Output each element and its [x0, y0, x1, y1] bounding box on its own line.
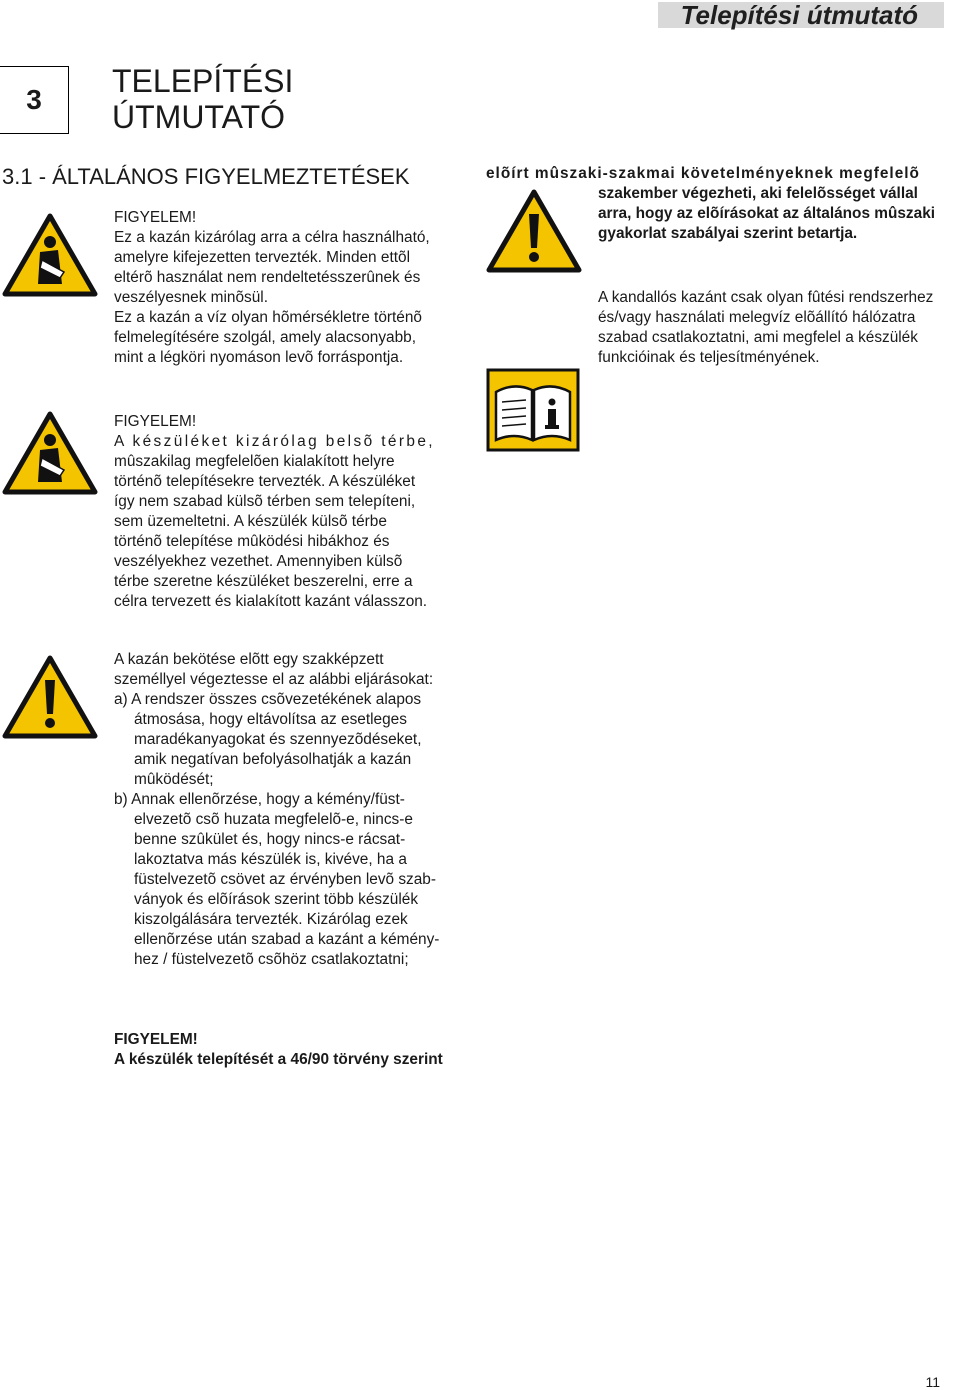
- warning-1-line: felmelegítésére szolgál, amely alacsonyabb,: [114, 329, 416, 346]
- procedures-line: mûködését;: [134, 771, 214, 788]
- warning-1: [114, 208, 430, 368]
- warning-1-line: amelyre kifejezetten tervezték. Minden ettõl: [114, 249, 410, 266]
- warning-3-heading: FIGYELEM!: [114, 1031, 198, 1048]
- procedures-line: személlyel végeztesse el az alábbi eljárásokat:: [114, 671, 434, 688]
- warning-2-line: mûszakilag megfelelõen kialakított helyre: [114, 453, 395, 470]
- right-info-line: A kandallós kazánt csak olyan fûtési rendszerhez: [598, 289, 934, 306]
- procedures-line: lakoztatva más készülék is, kivéve, ha a: [134, 851, 407, 868]
- procedures-line: hez / füstelvezetõ csõhöz csatlakoztatni;: [134, 951, 409, 968]
- warning-1-line: Ez a kazán a víz olyan hõmérsékletre történõ: [114, 309, 422, 326]
- right-info: [598, 288, 933, 368]
- warning-3-line: A készülék telepítését a 46/90 törvény szerint: [114, 1051, 443, 1068]
- procedures-line: b) Annak ellenõrzése, hogy a kémény/füst-: [114, 791, 405, 808]
- procedures-line: elvezetõ csõ huzata megfelelõ-e, nincs-e: [134, 811, 413, 828]
- page-number: 11: [925, 1374, 940, 1390]
- warning-2-line: sem üzemeltetni. A készülék külsõ térbe: [114, 513, 387, 530]
- warning-1-line: veszélyesnek minõsül.: [114, 289, 268, 306]
- section-title: 3.1 - ÁLTALÁNOS FIGYELMEZTETÉSEK: [2, 164, 410, 189]
- warning-2-line: veszélyekhez vezethet. Amennyiben külsõ: [114, 553, 403, 570]
- warning-1-line: mint a légköri nyomáson levõ forráspontja.: [114, 349, 404, 366]
- exclamation-warning-icon: [2, 654, 98, 740]
- warning-1-line: Ez a kazán kizárólag arra a célra használható,: [114, 229, 430, 246]
- right-warning-line: gyakorlat szabályai szerint betartja.: [598, 225, 858, 242]
- procedures-line: amik negatívan befolyásolhatják a kazán: [134, 751, 412, 768]
- warning-2-line: célra tervezett és kialakított kazánt válasszon.: [114, 593, 428, 610]
- chapter-title: [112, 63, 293, 135]
- warning-2-line: történõ telepítésekre tervezték. A készüléket: [114, 473, 416, 490]
- procedures-line: a) A rendszer összes csõvezetékének alapos: [114, 691, 422, 708]
- procedures-line: ványok és elõírások szerint több készülék: [134, 891, 419, 908]
- warning-2-line: térbe szeretne készüléket beszerelni, erre a: [114, 573, 413, 590]
- info-manual-icon: [486, 368, 580, 452]
- procedures-line: benne szûkület és, hogy nincs-e rácsat-: [134, 831, 406, 848]
- warning-1-line: eltérõ használat nem rendeltetésszerûnek és: [114, 269, 421, 286]
- right-warning-line: arra, hogy az elõírásokat az általános mûszaki: [598, 205, 936, 222]
- right-info-line: funkcióinak és teljesítményének.: [598, 349, 820, 366]
- right-info-line: és/vagy használati melegvíz elõállító hálózatra: [598, 309, 916, 326]
- warning-2-line: történõ telepítése mûködési hibákhoz és: [114, 533, 390, 550]
- procedures-line: A kazán bekötése elõtt egy szakképzett: [114, 651, 384, 668]
- chapter-number: 3: [0, 66, 69, 134]
- procedures-line: maradékanyagokat és szennyezõdéseket,: [134, 731, 422, 748]
- right-warning-line: szakember végezheti, aki felelõsséget vállal: [598, 185, 918, 202]
- warning-3: [114, 1030, 443, 1070]
- injury-warning-icon: [2, 212, 98, 298]
- injury-warning-icon: [2, 410, 98, 496]
- right-warning-line: elõírt mûszaki-szakmai követelményeknek megfelelõ: [486, 165, 920, 182]
- chapter-title-line: ÚTMUTATÓ: [112, 99, 285, 135]
- chapter-title-line: TELEPÍTÉSI: [112, 63, 294, 99]
- procedures: [114, 650, 439, 970]
- procedures-line: átmosása, hogy eltávolítsa az esetleges: [134, 711, 407, 728]
- right-warning: [486, 164, 935, 244]
- warning-2-line: A készüléket kizárólag belsõ térbe,: [114, 433, 435, 450]
- warning-2-line: így nem szabad külsõ térben sem telepíteni,: [114, 493, 416, 510]
- warning-2: [114, 412, 435, 612]
- procedures-line: ellenõrzése után szabad a kazánt a kémény-: [134, 931, 440, 948]
- procedures-line: füstelvezetõ csövet az érvényben levõ szab-: [134, 871, 436, 888]
- procedures-line: kiszolgálására tervezték. Kizárólag ezek: [134, 911, 408, 928]
- right-info-line: szabad csatlakoztatni, ami megfelel a készülék: [598, 329, 918, 346]
- header-title: Telepítési útmutató: [680, 0, 918, 30]
- warning-2-heading: FIGYELEM!: [114, 413, 197, 430]
- warning-1-heading: FIGYELEM!: [114, 209, 197, 226]
